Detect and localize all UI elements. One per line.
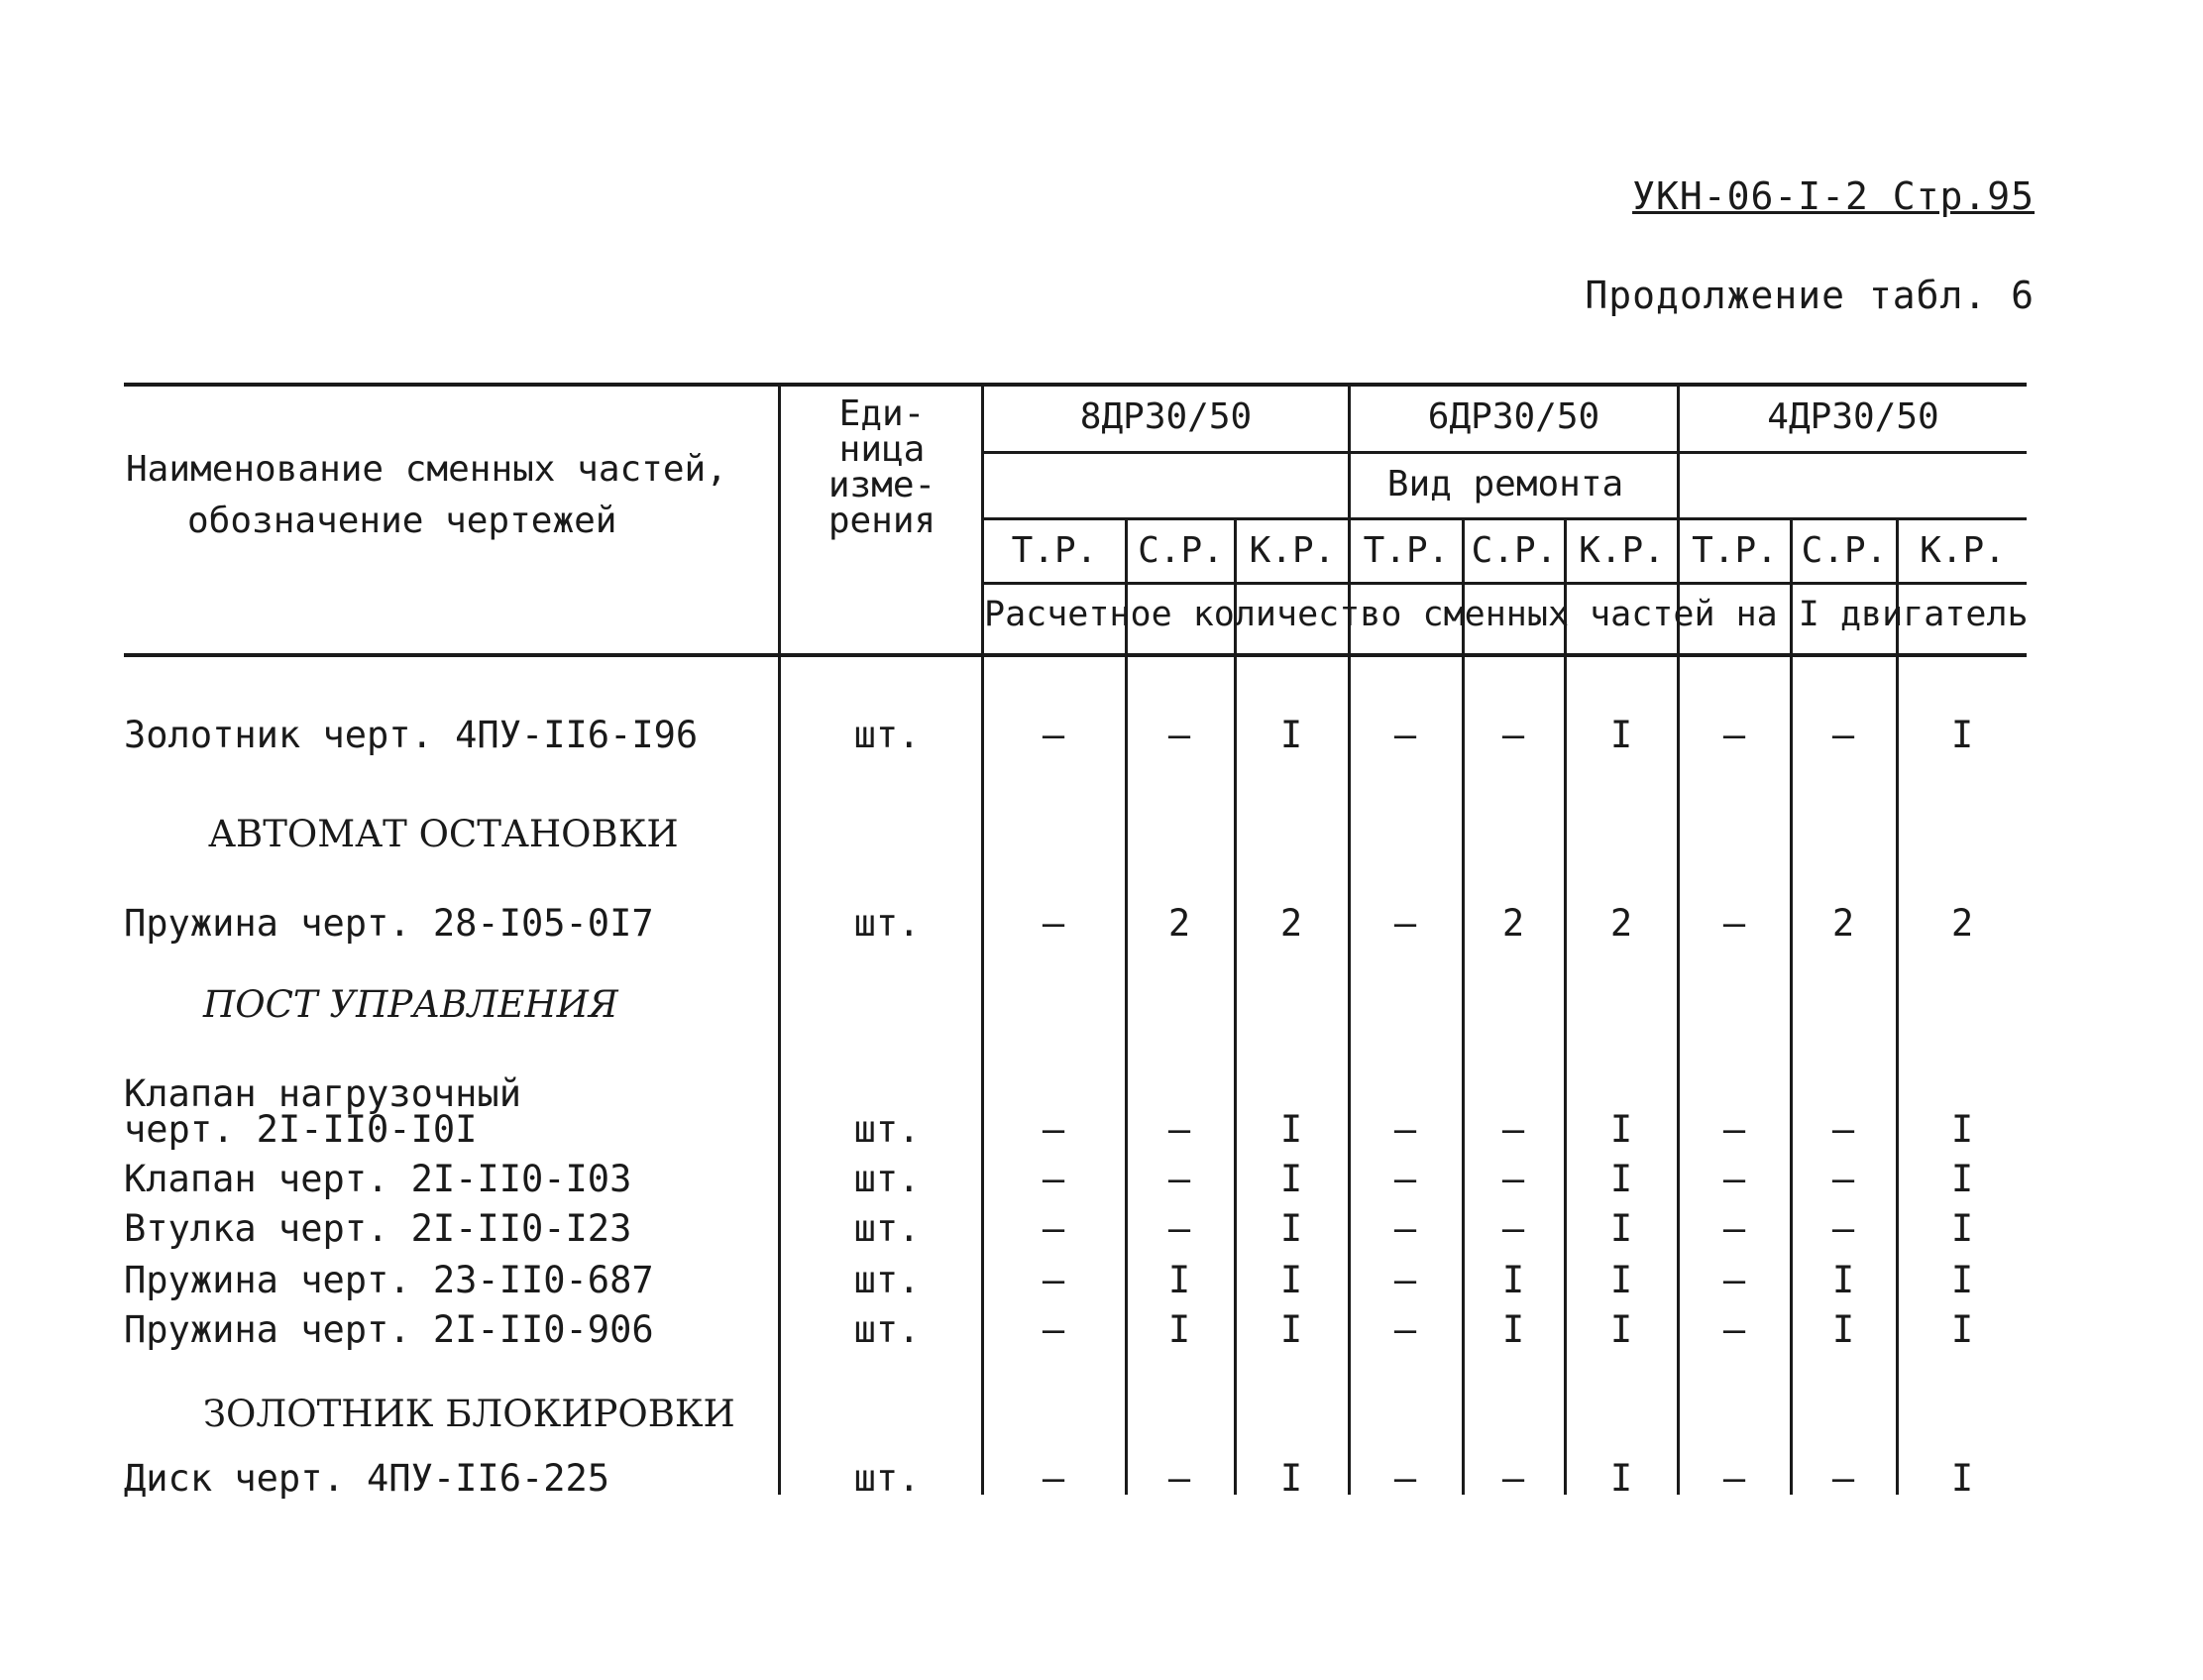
- row-name: Пружина черт. 28-I05-0I7: [124, 902, 654, 945]
- row-unit: шт.: [853, 1457, 921, 1500]
- row-value-cell: –: [1042, 902, 1065, 945]
- row-unit: шт.: [853, 902, 921, 945]
- row-value-cell: I: [1950, 1158, 1974, 1200]
- col-line-sub-8: [1896, 517, 1899, 1495]
- row-value-cell: –: [1501, 714, 1525, 756]
- unit-header-line2: ница: [838, 429, 926, 470]
- engine-header-3: 4ДР30/50: [1767, 396, 1939, 437]
- row-value-cell: I: [1279, 1308, 1303, 1351]
- row-value-cell: –: [1722, 714, 1746, 756]
- row-value-cell: 2: [1950, 902, 1974, 945]
- row-value-cell: –: [1393, 902, 1417, 945]
- row-value-cell: –: [1393, 1207, 1417, 1250]
- name-header-line2: обозначение чертежей: [187, 501, 617, 541]
- table-top-rule: [124, 383, 2027, 387]
- row-value-cell: –: [1393, 1108, 1417, 1151]
- row-name: Диск черт. 4ПУ-II6-225: [124, 1457, 610, 1500]
- section-heading-lock-spool: ЗОЛОТНИК БЛОКИРОВКИ: [203, 1393, 735, 1435]
- engine-header-2: 6ДР30/50: [1427, 396, 1600, 437]
- row-value-cell: –: [1167, 1108, 1191, 1151]
- row-unit: шт.: [853, 1259, 921, 1301]
- repair-type-3: К.Р.: [1249, 530, 1336, 571]
- row-value-cell: –: [1042, 1308, 1065, 1351]
- row-value-cell: –: [1393, 714, 1417, 756]
- row-value-cell: I: [1950, 1108, 1974, 1151]
- row-value-cell: I: [1279, 1259, 1303, 1301]
- row-value-cell: I: [1279, 1457, 1303, 1500]
- engine-header-1: 8ДР30/50: [1079, 396, 1253, 437]
- row-value-cell: –: [1393, 1457, 1417, 1500]
- row-value-cell: –: [1501, 1108, 1525, 1151]
- row-value-cell: –: [1393, 1308, 1417, 1351]
- row-value-cell: I: [1609, 1457, 1633, 1500]
- repair-type-6: К.Р.: [1579, 530, 1665, 571]
- repair-type-2: С.Р.: [1138, 530, 1224, 571]
- row-value-cell: –: [1722, 1457, 1746, 1500]
- quantity-header: Расчетное количество сменных частей на I двигатель: [984, 595, 2029, 634]
- row-value-cell: I: [1167, 1308, 1191, 1351]
- row-value-cell: I: [1831, 1259, 1855, 1301]
- header-bottom-rule: [124, 653, 2027, 657]
- row-value-cell: –: [1722, 1259, 1746, 1301]
- row-unit: шт.: [853, 1308, 921, 1351]
- col-line-sub-7: [1790, 517, 1793, 1495]
- row-value-cell: I: [1831, 1308, 1855, 1351]
- row-value-cell: –: [1167, 1207, 1191, 1250]
- repair-type-rule: [981, 517, 2027, 520]
- row-name: Золотник черт. 4ПУ-II6-I96: [124, 714, 699, 756]
- row-value-cell: –: [1042, 1108, 1065, 1151]
- row-value-cell: –: [1831, 714, 1855, 756]
- row-value-cell: –: [1042, 1207, 1065, 1250]
- row-value-cell: I: [1950, 714, 1974, 756]
- unit-header-line1: Еди-: [838, 393, 926, 434]
- row-value-cell: I: [1950, 1308, 1974, 1351]
- row-unit: шт.: [853, 1207, 921, 1250]
- row-value-cell: –: [1501, 1158, 1525, 1200]
- row-value-cell: I: [1501, 1308, 1525, 1351]
- row-value-cell: I: [1609, 1207, 1633, 1250]
- row-value-cell: –: [1042, 1457, 1065, 1500]
- row-value-cell: –: [1831, 1158, 1855, 1200]
- row-value-cell: I: [1167, 1259, 1191, 1301]
- repair-subtype-rule: [981, 582, 2027, 585]
- row-unit: шт.: [853, 1158, 921, 1200]
- row-value-cell: I: [1609, 714, 1633, 756]
- row-value-cell: I: [1609, 1308, 1633, 1351]
- row-value-cell: 2: [1167, 902, 1191, 945]
- row-name: Пружина черт. 2I-II0-906: [124, 1308, 654, 1351]
- row-value-cell: I: [1609, 1259, 1633, 1301]
- row-value-cell: 2: [1831, 902, 1855, 945]
- row-value-cell: I: [1279, 714, 1303, 756]
- row-name: Пружина черт. 23-II0-687: [124, 1259, 654, 1301]
- unit-header-line3: изме-: [827, 465, 936, 505]
- row-value-cell: I: [1609, 1108, 1633, 1151]
- name-header-line1: Наименование сменных частей,: [126, 449, 727, 490]
- repair-type-5: С.Р.: [1471, 530, 1558, 571]
- repair-type-4: Т.Р.: [1363, 530, 1450, 571]
- col-line-sub-1: [1125, 517, 1128, 1495]
- repair-type-header: Вид ремонта: [1386, 464, 1624, 504]
- section-heading-auto-stop: АВТОМАТ ОСТАНОВКИ: [208, 813, 679, 855]
- row-value-cell: –: [1501, 1457, 1525, 1500]
- unit-column-header: [808, 393, 956, 541]
- row-value-cell: –: [1042, 1259, 1065, 1301]
- row-value-cell: –: [1393, 1158, 1417, 1200]
- col-line-sub-2: [1234, 517, 1237, 1495]
- page-code: УКН-06-I-2 Стр.95: [1632, 174, 2035, 218]
- row-value-cell: –: [1042, 714, 1065, 756]
- repair-type-9: К.Р.: [1920, 530, 2006, 571]
- row-value-cell: 2: [1279, 902, 1303, 945]
- table-caption: Продолжение табл. 6: [1585, 274, 2035, 317]
- row-value-cell: –: [1722, 1108, 1746, 1151]
- row-name-line1: Клапан нагрузочный: [124, 1072, 521, 1115]
- row-value-cell: –: [1722, 902, 1746, 945]
- row-value-cell: –: [1167, 1158, 1191, 1200]
- row-value-cell: –: [1167, 714, 1191, 756]
- section-heading-control-post: ПОСТ УПРАВЛЕНИЯ: [203, 983, 618, 1026]
- col-line-unit: [778, 383, 781, 1495]
- row-name: черт. 2I-II0-I0I: [124, 1108, 478, 1151]
- row-unit: шт.: [853, 714, 921, 756]
- row-value-cell: –: [1722, 1207, 1746, 1250]
- row-value-cell: 2: [1501, 902, 1525, 945]
- engine-rule: [981, 451, 2027, 454]
- row-value-cell: –: [1722, 1158, 1746, 1200]
- row-value-cell: I: [1950, 1457, 1974, 1500]
- row-value-cell: I: [1501, 1259, 1525, 1301]
- repair-type-1: Т.Р.: [1011, 530, 1098, 571]
- name-column-header: [126, 444, 727, 547]
- row-name: Клапан черт. 2I-II0-I03: [124, 1158, 632, 1200]
- row-value-cell: –: [1722, 1308, 1746, 1351]
- row-value-cell: –: [1167, 1457, 1191, 1500]
- repair-type-8: С.Р.: [1801, 530, 1888, 571]
- row-value-cell: 2: [1609, 902, 1633, 945]
- row-value-cell: I: [1950, 1207, 1974, 1250]
- repair-type-7: Т.Р.: [1692, 530, 1778, 571]
- row-value-cell: –: [1831, 1457, 1855, 1500]
- row-value-cell: I: [1279, 1158, 1303, 1200]
- row-value-cell: I: [1609, 1158, 1633, 1200]
- row-value-cell: –: [1393, 1259, 1417, 1301]
- row-value-cell: I: [1950, 1259, 1974, 1301]
- row-name: Втулка черт. 2I-II0-I23: [124, 1207, 632, 1250]
- row-value-cell: –: [1501, 1207, 1525, 1250]
- row-unit: шт.: [853, 1108, 921, 1151]
- row-value-cell: –: [1831, 1108, 1855, 1151]
- row-value-cell: –: [1831, 1207, 1855, 1250]
- row-value-cell: –: [1042, 1158, 1065, 1200]
- unit-header-line4: рения: [827, 501, 936, 541]
- row-value-cell: I: [1279, 1207, 1303, 1250]
- col-line-sub-5: [1564, 517, 1567, 1495]
- row-value-cell: I: [1279, 1108, 1303, 1151]
